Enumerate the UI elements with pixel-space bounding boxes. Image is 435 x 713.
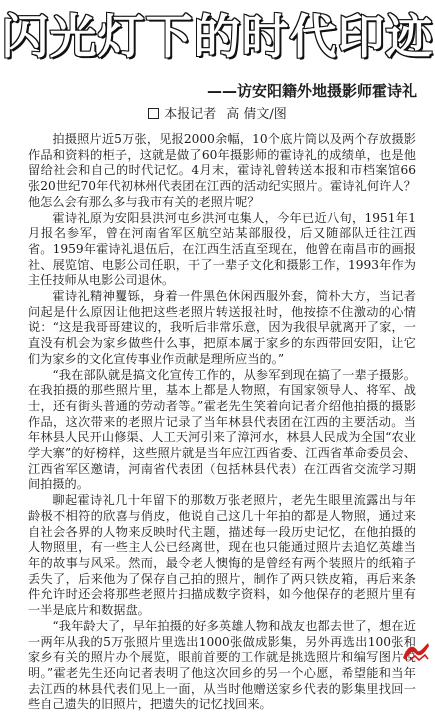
- hollow-square-icon: [148, 108, 159, 119]
- reporter-label: 本报记者: [164, 107, 217, 122]
- paper-logo-icon: [401, 640, 431, 662]
- paragraph: 聊起霍诗礼几十年留下的那数万张老照片，老先生眼里流露出与年龄极不相符的欣喜与俏皮，他说自己这几十年拍的都是人物照，通过来自社会各界的人物来反映时代主题，描述每一段历史记忆，在他拍摄的人物照里，有一些主人公已经离世，现在也只能通过照片去追忆英雄当年的故事与风采。然而，最令老人懊悔的是曾经有两个装照片的纸箱子丢失了，后来他为了保存自己拍的照片，制作了两只铁皮箱，再后来条件允许时还会将那些老照片扫描成数字资料，如今他保存的老照片里有一半是底片和数据盘。: [28, 493, 416, 618]
- photo-credit: 文/图: [256, 107, 287, 122]
- article-body: [28, 132, 416, 713]
- paragraph: 霍诗礼原为安阳县洪河屯乡洪河屯集人，今年已近八旬，1951年1月报名参军，曾在河南省军区航空站某部服役，后又随部队迁往江西省。1959年霍诗礼退伍后，在江西生活直至现在，他曾在南昌市的画报社、展览馆、电影公司任职，干了一辈子文化和摄影工作，1993年作为主任技师从电影公司退休。: [28, 210, 416, 288]
- subtitle: ——访安阳籍外地摄影师霍诗礼: [206, 82, 417, 100]
- paragraph: 霍诗礼精神矍铄，身着一件黑色休闲西服外套，简朴大方，当记者问起是什么原因让他把这些老照片转送报社时，他按捺不住激动的心情说：“这是我哥哥建议的，我听后非常乐意，因为我很早就离开了家，一直没有机会为家乡做些什么事，把原本属于家乡的东西带回安阳，让它们为家乡的文化宣传事业作贡献是理所应当的。”: [28, 289, 416, 366]
- reporter-name: 高 倩: [226, 107, 257, 122]
- paragraph: “我在部队就是搞文化宣传工作的，从参军到现在搞了一辈子摄影。在我拍摄的那些照片里，基本上都是人物照，有国家领导人、将军、战士，还有街头普通的劳动者等。”霍老先生笑着向记者介绍他拍摄的摄影作品，这次带来的老照片记录了当年林县代表团在江西的主要活动。当年林县人民开山修渠、人工天河引来了漳河水，林县人民成为全国“农业学大寨”的好榜样，这些照片就是当年应江西省委、江西省革命委员会、江西省军区邀请，河南省代表团（包括林县代表）在江西省交流学习期间拍摄的。: [28, 367, 416, 492]
- paragraph: “我年龄大了，早年拍摄的好多英雄人物和战友也都去世了，想在近一两年从我的5万张照片里选出1000张做成影集，另外再选出100张和家乡有关的照片办个展览，眼前首要的工作就是挑选照片和编写图片说明。”霍老先生还向记者表明了他这次回乡的另一个心愿，希望能和当年去江西的林县代表们见上一面，从当时他赠送家乡代表的影集里找回一些自己遗失的旧照片，把遗失的记忆找回来。: [28, 618, 416, 712]
- byline: [0, 106, 435, 124]
- paragraph: 拍摄照片近5万张，见报2000余幅，10个底片筒以及两个存放摄影作品和资料的柜子，这就是做了60年摄影师的霍诗礼的成绩单，也是他留给社会和自己的时代记忆。4月末，霍诗礼曾转送本报和市档案馆66张20世纪70年代初林州代表团在江西的活动纪实照片。霍诗礼何许人？他怎么会有那么多与我市有关的老照片呢？: [28, 132, 416, 209]
- headline: 闪光灯下的时代印迹: [1, 10, 434, 65]
